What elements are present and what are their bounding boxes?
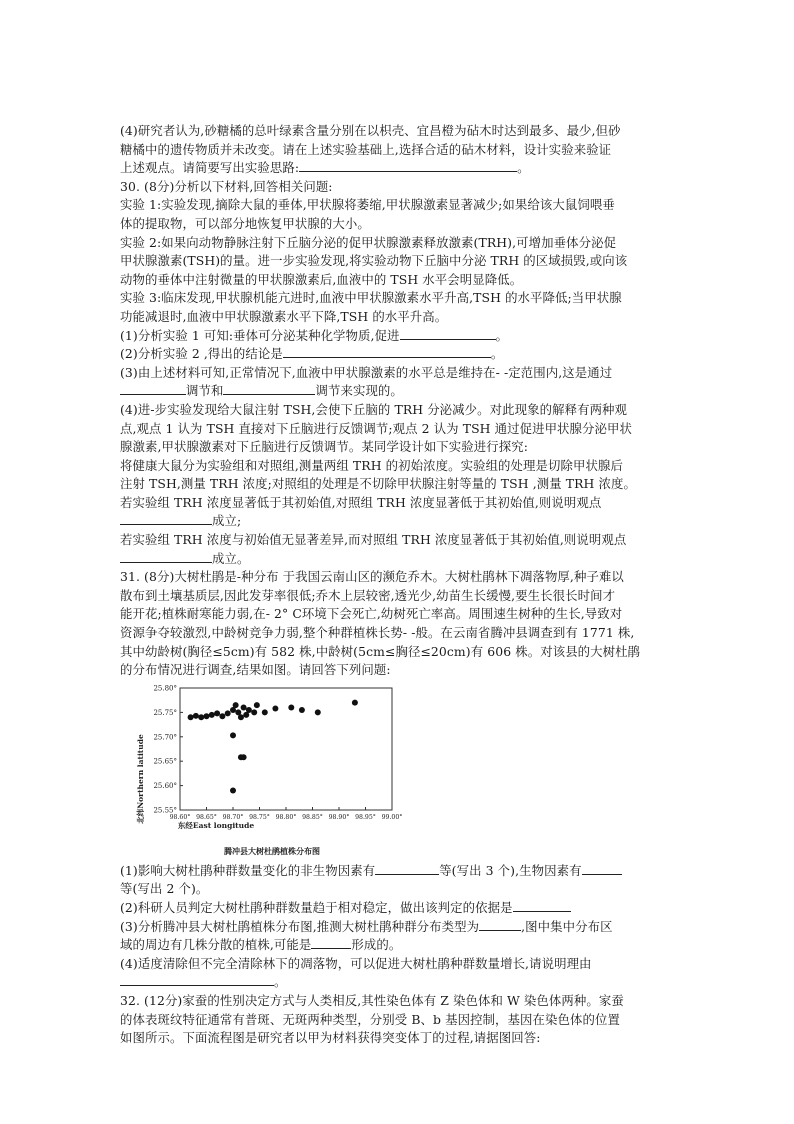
q31-subq: (1)影响大树杜鹃种群数量变化的非生物因素有 等(写出 3 个),生物因素有 xyxy=(120,862,680,881)
q31-line: 等(写出 2 个)。 xyxy=(120,881,209,897)
answer-blank[interactable] xyxy=(299,159,517,172)
x-tick-label: 98.95° xyxy=(355,813,376,821)
distribution-chart xyxy=(120,682,420,860)
answer-blank[interactable] xyxy=(283,345,491,358)
q30-line: 实验 2:如果向动物静脉注射下丘脑分泌的促甲状腺激素释放激素(TRH),可增加垂体分泌促 xyxy=(120,234,617,250)
q31-line: 散布到土壤基质层,因此发芽率很低;乔木上层较密,透光少,幼苗生长缓慢,要生长很长时间才 xyxy=(120,587,616,603)
question-32-head: 32. (12分)家蚕的性别决定方式与人类相反,其性染色体有 Z 染色体和 W 染色体两种。家蚕 xyxy=(120,992,624,1008)
q30-subq: 调节和 调节来实现的。 xyxy=(120,382,680,401)
exam-page xyxy=(120,122,680,1048)
chart-title: 腾冲县大树杜鹃植株分布图 xyxy=(224,845,320,856)
q29-line: 上述观点。请简要写出实验思路: 。 xyxy=(120,160,530,176)
question-30-head: 30. (8分)分析以下材料,回答相关问题: xyxy=(120,178,333,194)
plot-area xyxy=(180,688,392,810)
q31-line: 的分布情况进行调查,结果如图。请回答下列问题: xyxy=(120,662,391,678)
q32-line: 如图所示。下面流程图是研究者以甲为材料获得突变体丁的过程,请据图回答: xyxy=(120,1030,541,1046)
q30-line: 成立; xyxy=(120,512,680,531)
x-tick-label: 98.85° xyxy=(302,813,323,821)
q30-line: 点,观点 1 认为 TSH 直接对下丘脑进行反馈调节;观点 2 认为 TSH 通过促进甲状腺分泌甲状 xyxy=(120,420,633,436)
y-tick-label: 25.55° xyxy=(153,806,177,815)
q30-line: 实验 3:临床发现,甲状腺机能亢进时,血液中甲状腺激素水平升高,TSH 的水平降低;当甲状腺 xyxy=(120,290,622,306)
q32-line: 的体表斑纹特征通常有普斑、无斑两种类型，分别受 B、b 基因控制，基因在染色体的位置 xyxy=(120,1011,620,1027)
q31-line: 资源争夺较激烈,中龄树竞争力弱,整个种群植株长势- -般。在云南省腾冲县调查到有 1771 株, xyxy=(120,625,635,641)
y-tick-label: 25.80° xyxy=(153,684,177,693)
answer-blank[interactable] xyxy=(120,973,274,986)
q30-line: 注射 TSH,测量 TRH 浓度;对照组的处理是不切除甲状腺注射等量的 TSH ,测量 TRH 浓度。 xyxy=(120,476,636,492)
answer-blank[interactable] xyxy=(479,918,521,931)
data-point xyxy=(188,714,194,720)
x-tick-label: 99.00° xyxy=(381,813,403,821)
data-point xyxy=(272,705,278,711)
q31-line: 。 xyxy=(120,973,680,992)
q30-line: 体的提取物，可以部分地恢复甲状腺的大小。 xyxy=(120,215,370,231)
data-point xyxy=(238,714,244,720)
data-point xyxy=(230,732,236,738)
data-point xyxy=(214,710,220,716)
q30-subq: (4)进-步实验发现给大鼠注射 TSH,会使下丘脑的 TRH 分泌减少。对此现象的解释有两种观 xyxy=(120,401,628,417)
data-point xyxy=(352,699,358,705)
x-tick-label: 98.80° xyxy=(275,813,297,821)
q30-line: 将健康大鼠分为实验组和对照组,测量两组 TRH 的初始浓度。实验组的处理是切除甲状腺后 xyxy=(120,457,623,473)
y-tick-label: 25.60° xyxy=(153,781,177,790)
x-tick-label: 98.90° xyxy=(328,813,350,821)
q30-line: 动物的垂体中注射微量的甲状腺激素后,血液中的 TSH 水平会明显降低。 xyxy=(120,271,523,287)
x-tick-label: 98.60° xyxy=(169,813,191,821)
q31-line: 其中幼龄树(胸径≤5cm)有 582 株,中龄树(5cm≤胸径≤20cm)有 606 株。对该县的大树杜鹃 xyxy=(120,643,641,659)
data-point xyxy=(262,709,268,715)
q31-subq: (2)科研人员判定大树杜鹃种群数量趋于相对稳定，做出该判定的依据是 xyxy=(120,899,680,918)
data-point xyxy=(225,710,231,716)
data-point xyxy=(288,704,294,710)
y-axis-label: 北纬Northern latitude xyxy=(136,734,145,824)
data-point xyxy=(193,713,199,719)
q31-subq: (3)分析腾冲县大树杜鹃植株分布图,推测大树杜鹃种群分布类型为 ,图中集中分布区 xyxy=(120,918,613,934)
q30-line: 功能减退时,血液中甲状腺激素水平下降,TSH 的水平升高。 xyxy=(120,308,448,324)
q30-line: 若实验组 TRH 浓度与初始值无显著差异,而对照组 TRH 浓度显著低于其初始值,则说明观点 xyxy=(120,532,627,548)
answer-blank[interactable] xyxy=(120,550,212,563)
data-point xyxy=(204,713,210,719)
q30-subq: (2)分析实验 2 ,得出的结论是 。 xyxy=(120,346,504,362)
data-point xyxy=(246,707,252,713)
scatter-plot xyxy=(120,682,420,860)
x-tick-label: 98.70° xyxy=(222,813,244,821)
q30-line: 若实验组 TRH 浓度显著低于其初始值,对照组 TRH 浓度显著低于其初始值,则说明观点 xyxy=(120,494,602,510)
data-point xyxy=(299,707,305,713)
q31-subq: (4)适度清除但不完全清除林下的凋落物，可以促进大树杜鹃种群数量增长,请说明理由 xyxy=(120,955,592,971)
data-point xyxy=(315,709,321,715)
x-axis-label: 东经East longitude xyxy=(177,820,255,830)
data-point xyxy=(251,709,257,715)
data-point xyxy=(241,704,247,710)
answer-blank[interactable] xyxy=(223,382,315,395)
q30-subq: (3)由上述材料可知,正常情况下,血液中甲状腺激素的水平总是维持在- -定范围内,这是通过 xyxy=(120,364,613,380)
answer-blank[interactable] xyxy=(311,936,351,949)
answer-blank[interactable] xyxy=(513,899,571,912)
q29-line: (4)研究者认为,砂糖橘的总叶绿素含量分别在以枳壳、宜昌橙为砧木时达到最多、最少,但砂 xyxy=(120,123,621,138)
q31-line: 能开花;植株耐寒能力弱,在- 2° C环境下会死亡,幼树死亡率高。周围速生树种的生长,导致对 xyxy=(120,606,623,622)
q31-line: 域的周边有几株分散的植株,可能是 形成的。 xyxy=(120,937,402,953)
q30-line: 实验 1:实验发现,摘除大鼠的垂体,甲状腺将萎缩,甲状腺激素显著减少;如果给该大鼠饲喂垂 xyxy=(120,197,615,213)
answer-blank[interactable] xyxy=(375,862,439,875)
data-point xyxy=(241,754,247,760)
x-tick-label: 98.65° xyxy=(196,813,217,821)
q30-line: 腺激素,甲状腺激素对下丘脑进行反馈调节。某同学设计如下实验进行探究: xyxy=(120,439,529,455)
q30-line: 成立。 xyxy=(120,550,680,569)
q30-line: 甲状腺激素(TSH)的量。进一步实验发现,将实验动物下丘脑中分泌 TRH 的区域损毁,或向该 xyxy=(120,253,628,269)
answer-blank[interactable] xyxy=(120,512,212,525)
y-tick-label: 25.65° xyxy=(153,757,177,766)
answer-blank[interactable] xyxy=(120,382,186,395)
data-point xyxy=(219,713,225,719)
question-31-head: 31. (8分)大树杜鹃是-种分布 于我国云南山区的濒危乔木。大树杜鹃林下凋落物厚,种子难以 xyxy=(120,569,624,585)
answer-blank[interactable] xyxy=(400,327,496,340)
y-tick-label: 25.70° xyxy=(153,733,177,742)
answer-blank[interactable] xyxy=(582,862,622,875)
y-tick-label: 25.75° xyxy=(153,708,177,717)
q29-line: 糖橘中的遗传物质并未改变。请在上述实验基础上,选择合适的砧木材料，设计实验来验证 xyxy=(120,141,612,157)
x-tick-label: 98.75° xyxy=(249,813,270,821)
data-point xyxy=(209,712,215,718)
q30-subq: (1)分析实验 1 可知:垂体可分泌某种化学物质,促进 。 xyxy=(120,327,509,343)
data-point xyxy=(254,702,260,708)
data-point xyxy=(230,787,236,793)
data-point xyxy=(233,702,239,708)
data-point xyxy=(198,714,204,720)
